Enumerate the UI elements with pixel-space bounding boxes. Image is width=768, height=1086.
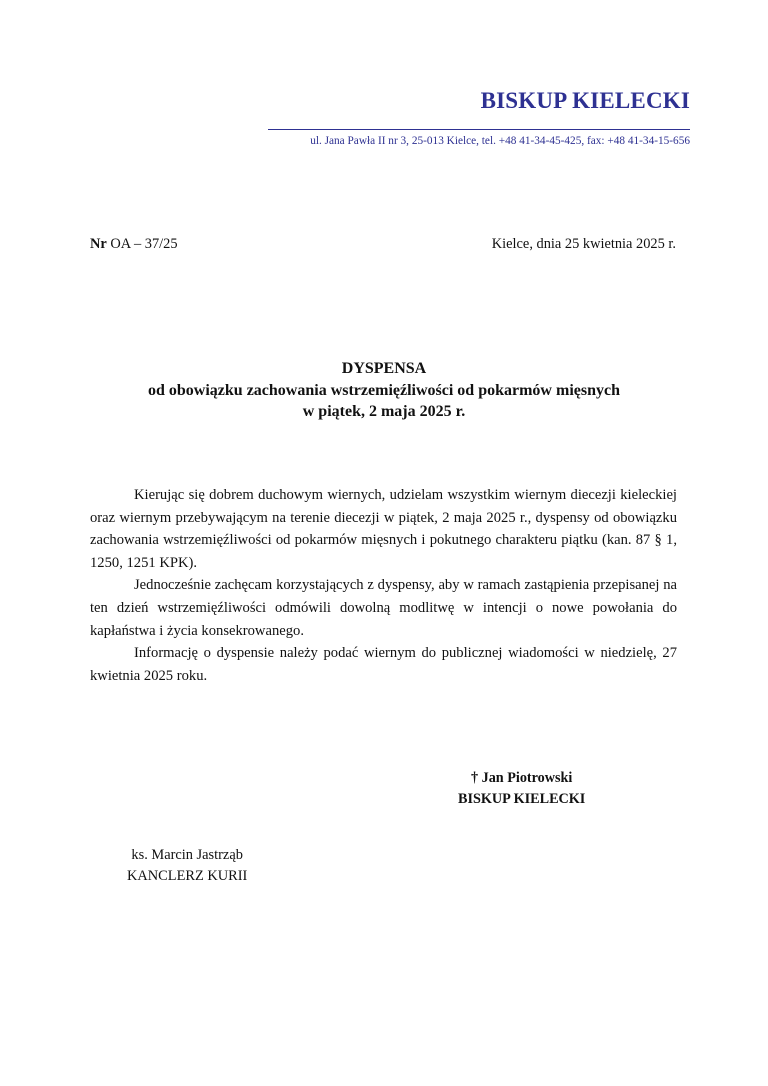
document-body — [90, 484, 677, 687]
bishop-name: † Jan Piotrowski — [470, 770, 573, 786]
letterhead-divider — [268, 129, 690, 130]
chancellor-title: KANCLERZ KURII — [127, 868, 248, 884]
body-paragraph-3: Informację o dyspensie należy podać wiernym do publicznej wiadomości w niedzielę, 27 kwietnia 2025 roku. — [90, 645, 677, 684]
letterhead-title: BISKUP KIELECKI — [480, 88, 690, 113]
document-number-label: Nr — [90, 236, 107, 252]
title-heading: DYSPENSA — [341, 360, 427, 377]
chancellor-signature — [127, 845, 247, 887]
body-paragraph-1: Kierując się dobrem duchowym wiernych, udzielam wszystkim wiernym diecezji kieleckiej oraz wiernym przebywającym na terenie diecezji w piątek, 2 maja 2025 r., dyspensy od obowiązku zachowania wstrzemięźliwości od pokarmów mięsnych i pokutnego charakteru piątku (kan. 87 § 1, 1250, 1251 KPK). — [90, 487, 677, 571]
document-number — [90, 236, 178, 253]
title-date: w piątek, 2 maja 2025 r. — [302, 403, 466, 420]
letterhead-address: ul. Jana Pawła II nr 3, 25-013 Kielce, tel. +48 41-34-45-425, fax: +48 41-34-15-656 — [310, 135, 690, 147]
body-paragraph-2: Jednocześnie zachęcam korzystających z dyspensy, aby w ramach zastąpienia przepisanej na ten dzień wstrzemięźliwości odmówili dowolną modlitwę w intencji o nowe powołania do kapłaństwa i życia konsekrowanego. — [90, 577, 677, 639]
chancellor-name: ks. Marcin Jastrząb — [131, 847, 243, 863]
document-number-value: OA – 37/25 — [110, 236, 178, 252]
bishop-title: BISKUP KIELECKI — [458, 791, 586, 807]
bishop-signature — [458, 768, 585, 810]
document-title — [90, 358, 678, 423]
document-date: Kielce, dnia 25 kwietnia 2025 r. — [491, 236, 676, 252]
title-subject: od obowiązku zachowania wstrzemięźliwości od pokarmów mięsnych — [148, 381, 620, 399]
